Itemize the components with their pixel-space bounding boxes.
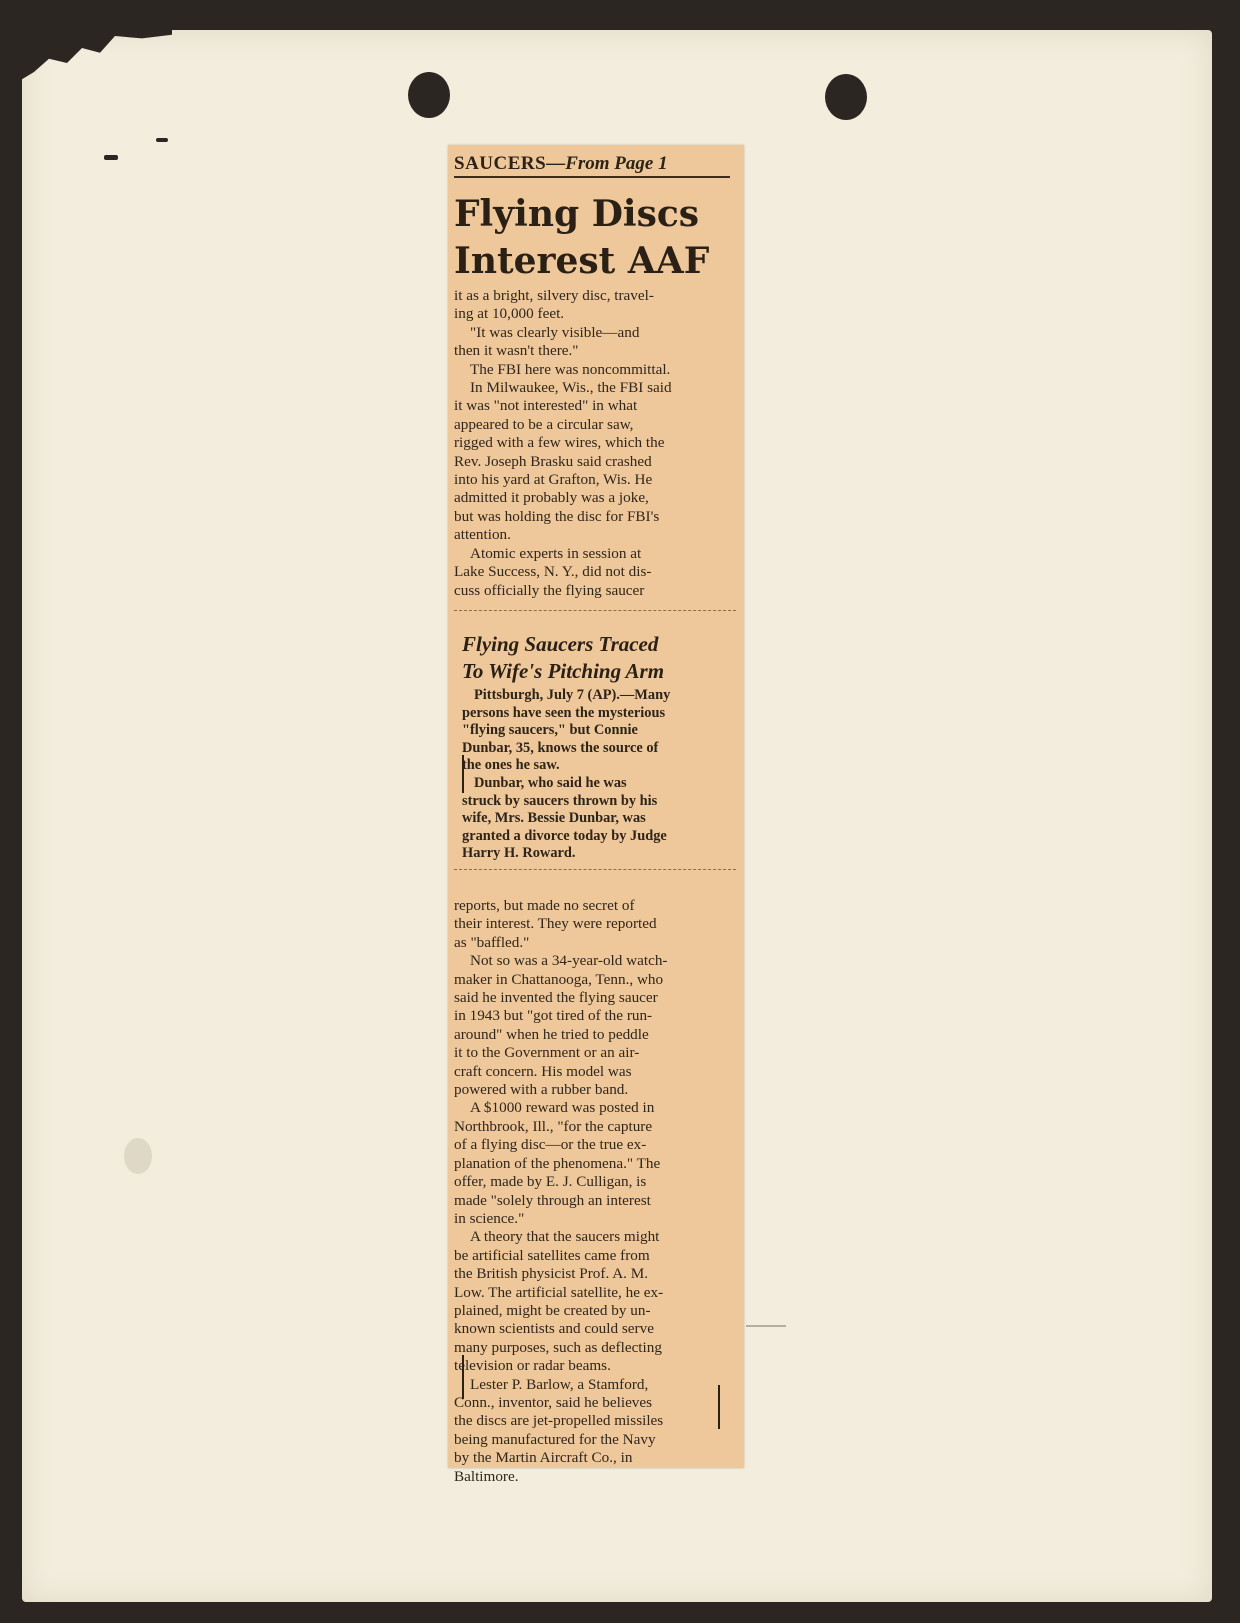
newspaper-clipping xyxy=(448,145,744,1485)
text-line: of a flying disc—or the true ex- xyxy=(454,1136,647,1154)
headline-line: Interest AAF xyxy=(454,240,710,282)
text-line: by the Martin Aircraft Co., in xyxy=(454,1449,633,1467)
text-line: it as a bright, silvery disc, travel- xyxy=(454,287,654,304)
text-line: Dunbar, 35, knows the source of xyxy=(462,739,659,756)
text-line: planation of the phenomena." The xyxy=(454,1154,661,1172)
section-label xyxy=(454,153,730,178)
text-line: ing at 10,000 feet. xyxy=(454,305,565,323)
text-line: the discs are jet-propelled missiles xyxy=(454,1412,664,1430)
text-line: struck by saucers thrown by his xyxy=(462,792,658,809)
text-line: rigged with a few wires, which the xyxy=(454,434,665,452)
text-line: into his yard at Grafton, Wis. He xyxy=(454,471,653,489)
punch-hole-right xyxy=(825,74,867,120)
text-line: known scientists and could serve xyxy=(454,1320,654,1338)
text-line: be artificial satellites came from xyxy=(454,1246,650,1264)
text-line: cuss officially the flying saucer xyxy=(454,581,645,599)
text-line: Pittsburgh, July 7 (AP).—Many xyxy=(474,687,671,703)
text-line: said he invented the flying saucer xyxy=(454,989,658,1007)
text-line: the British physicist Prof. A. M. xyxy=(454,1265,649,1283)
paper-smudge xyxy=(124,1138,152,1174)
text-line: many purposes, such as deflecting xyxy=(454,1338,662,1356)
text-line: Baltimore. xyxy=(454,1467,519,1485)
boxed-story-title-line: Flying Saucers Traced xyxy=(462,632,659,656)
text-line: Northbrook, Ill., "for the capture xyxy=(454,1117,653,1135)
article-body-part2 xyxy=(454,897,736,1486)
section-label-caps: SAUCERS xyxy=(454,153,547,174)
boxed-story-title xyxy=(462,631,732,685)
text-line: "flying saucers," but Connie xyxy=(462,722,638,739)
text-line: "It was clearly visible—and xyxy=(470,323,640,341)
text-line: made "solely through an interest xyxy=(454,1191,651,1209)
text-line: in science." xyxy=(454,1209,525,1227)
text-line: wife, Mrs. Bessie Dunbar, was xyxy=(462,810,646,827)
text-line: maker in Chattanooga, Tenn., who xyxy=(454,970,664,988)
boxed-story-body xyxy=(462,687,734,863)
text-line: persons have seen the mysterious xyxy=(462,704,666,721)
text-line: reports, but made no secret of xyxy=(454,897,635,914)
boxed-story xyxy=(454,610,736,870)
ink-bracket-mark xyxy=(462,1355,464,1399)
text-line: offer, made by E. J. Culligan, is xyxy=(454,1173,647,1191)
text-line: Rev. Joseph Brasku said crashed xyxy=(454,452,652,470)
punch-hole-left xyxy=(408,72,450,118)
text-line: but was holding the disc for FBI's xyxy=(454,507,660,525)
text-line: in 1943 but "got tired of the run- xyxy=(454,1007,653,1025)
text-line: Low. The artificial satellite, he ex- xyxy=(454,1283,664,1301)
paper-speck xyxy=(156,138,168,142)
text-line: then it wasn't there." xyxy=(454,342,579,360)
headline xyxy=(454,191,734,285)
text-line: being manufactured for the Navy xyxy=(454,1430,656,1448)
text-line: it was "not interested" in what xyxy=(454,397,638,415)
text-line: their interest. They were reported xyxy=(454,915,657,933)
text-line: the ones he saw. xyxy=(462,757,560,774)
text-line: granted a divorce today by Judge xyxy=(462,827,667,844)
text-line: Atomic experts in session at xyxy=(470,544,642,562)
text-line: In Milwaukee, Wis., the FBI said xyxy=(470,379,672,397)
text-line: powered with a rubber band. xyxy=(454,1081,629,1099)
text-line: television or radar beams. xyxy=(454,1357,611,1375)
ink-bracket-mark xyxy=(718,1385,720,1429)
text-line: A $1000 reward was posted in xyxy=(470,1099,655,1117)
text-line: attention. xyxy=(454,526,511,544)
pencil-mark xyxy=(746,1325,786,1327)
paper-speck xyxy=(104,155,118,160)
section-label-continuation: —From Page 1 xyxy=(546,153,668,174)
text-line: Lake Success, N. Y., did not dis- xyxy=(454,563,652,581)
text-line: it to the Government or an air- xyxy=(454,1044,640,1062)
text-line: The FBI here was noncommittal. xyxy=(470,360,671,378)
text-line: plained, might be created by un- xyxy=(454,1301,651,1319)
text-line: Dunbar, who said he was xyxy=(474,774,627,791)
text-line: around" when he tried to peddle xyxy=(454,1025,649,1043)
ink-bracket-mark xyxy=(462,755,464,793)
article-body-part1 xyxy=(454,287,736,600)
text-line: A theory that the saucers might xyxy=(470,1228,660,1246)
text-line: Lester P. Barlow, a Stamford, xyxy=(470,1375,649,1393)
text-line: Not so was a 34-year-old watch- xyxy=(470,952,668,970)
text-line: admitted it probably was a joke, xyxy=(454,489,649,507)
text-line: craft concern. His model was xyxy=(454,1062,632,1080)
headline-line: Flying Discs xyxy=(454,193,700,235)
text-line: appeared to be a circular saw, xyxy=(454,415,634,433)
text-line: as "baffled." xyxy=(454,933,530,951)
boxed-story-title-line: To Wife's Pitching Arm xyxy=(462,659,665,683)
text-line: Harry H. Roward. xyxy=(462,845,576,862)
text-line: Conn., inventor, said he believes xyxy=(454,1393,653,1411)
